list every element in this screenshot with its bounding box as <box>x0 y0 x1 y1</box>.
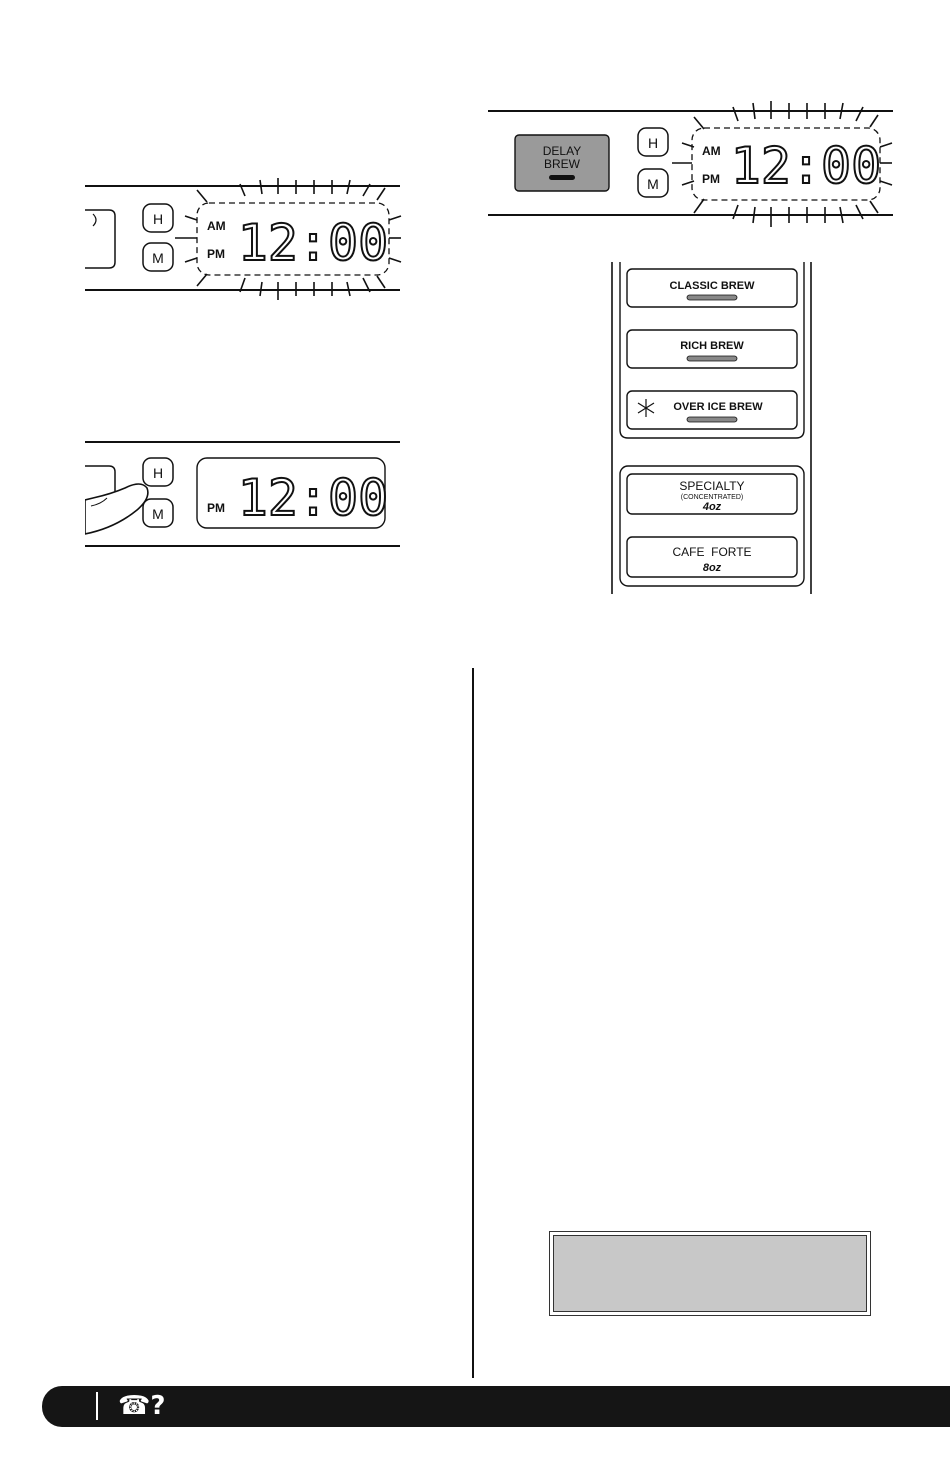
note-box-inner <box>553 1235 867 1312</box>
hour-button-label: H <box>152 211 164 227</box>
rich-brew-button[interactable] <box>627 330 797 368</box>
hour-button-label: H <box>647 135 659 151</box>
specialty-button[interactable] <box>627 474 797 514</box>
classic-brew-button[interactable] <box>627 269 797 307</box>
minute-button[interactable] <box>143 243 173 271</box>
pm-label: PM <box>207 247 225 261</box>
over-ice-brew-indicator <box>687 417 737 422</box>
delay-brew-indicator <box>549 175 575 180</box>
over-ice-brew-button[interactable] <box>627 391 797 429</box>
finger-illustration <box>85 484 148 534</box>
cafe-forte-label: CAFE FORTE <box>672 545 752 559</box>
cafe-forte-size: 8oz <box>702 562 722 574</box>
delay-brew-button[interactable] <box>515 135 609 191</box>
minute-button[interactable] <box>143 499 173 527</box>
specialty-label: SPECIALTY <box>679 479 745 493</box>
delay-brew-label-line1: DELAY <box>542 144 582 158</box>
over-ice-brew-label: OVER ICE BREW <box>673 401 763 413</box>
rich-brew-indicator <box>687 356 737 361</box>
minute-button-label: M <box>152 506 164 522</box>
pm-label: PM <box>702 172 720 186</box>
minute-button-label: M <box>647 176 659 192</box>
hour-button[interactable] <box>143 204 173 232</box>
hour-button[interactable] <box>638 128 668 156</box>
brew-selection-panel <box>608 262 818 597</box>
footer-bar <box>42 1386 950 1427</box>
delay-brew-panel <box>488 95 898 230</box>
minute-button[interactable] <box>638 169 668 197</box>
clock-set-panel <box>85 178 405 303</box>
minute-button-label: M <box>152 250 164 266</box>
specialty-size: 4oz <box>702 501 722 513</box>
phone-question-icon: ☎? <box>118 1391 166 1421</box>
footer-separator <box>96 1392 98 1420</box>
cafe-forte-button[interactable] <box>627 537 797 577</box>
clock-time: 12:00 <box>237 214 389 272</box>
classic-brew-indicator <box>687 295 737 300</box>
note-box <box>549 1231 871 1316</box>
classic-brew-label: CLASSIC BREW <box>669 280 755 292</box>
column-divider <box>472 668 474 1378</box>
hour-press-panel <box>85 436 405 551</box>
hour-button-label: H <box>152 465 164 481</box>
delay-brew-label-line2: BREW <box>544 157 580 171</box>
clock-time: 12:00 <box>730 137 882 195</box>
pm-label: PM <box>207 501 225 515</box>
rich-brew-label: RICH BREW <box>680 340 744 352</box>
hour-button[interactable] <box>143 458 173 486</box>
am-label: AM <box>207 219 226 233</box>
specialty-note: (CONCENTRATED) <box>680 494 744 501</box>
am-label: AM <box>702 144 721 158</box>
clock-time: 12:00 <box>237 469 389 527</box>
